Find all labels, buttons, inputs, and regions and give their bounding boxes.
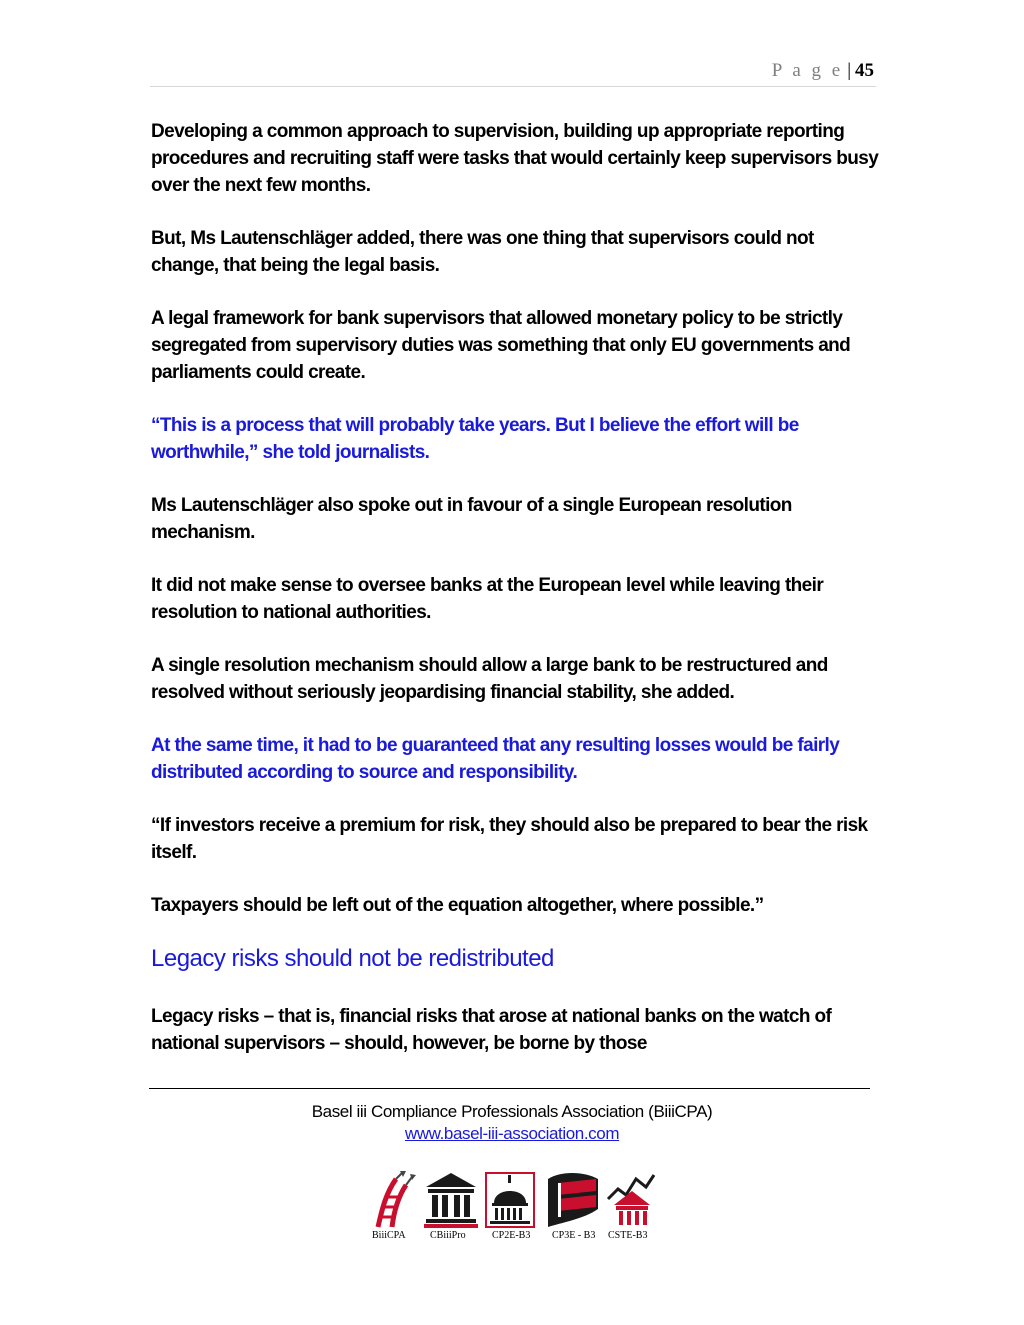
page-header — [150, 58, 876, 87]
section-heading: Legacy risks should not be redistributed — [151, 945, 554, 972]
footer-divider — [149, 1088, 870, 1089]
logo-label-cp3e: CP3E - B3 — [552, 1230, 596, 1241]
bank-building-icon[interactable] — [424, 1171, 478, 1229]
footer-logos — [368, 1165, 658, 1245]
paragraph-3: A legal framework for bank supervisors that allowed monetary policy to be strictly segregated from supervisory duties was something that only EU governments and parliaments could create. — [151, 308, 851, 383]
paragraph-5: Ms Lautenschläger also spoke out in favour of a single European resolution mechanism. — [151, 495, 792, 543]
page-label: P a g e — [771, 60, 844, 81]
paragraph-6: It did not make sense to oversee banks at the European level while leaving their resolution to national authorities. — [151, 575, 824, 623]
bank-flag-icon[interactable] — [544, 1169, 602, 1229]
paragraph-9: “If investors receive a premium for risk, they should also be prepared to bear the risk itself. — [151, 815, 868, 863]
paragraph-11: Legacy risks – that is, financial risks that arose at national banks on the watch of national supervisors – should, however, be borne by those — [151, 1006, 832, 1054]
chart-house-icon[interactable] — [606, 1169, 656, 1229]
capitol-dome-icon[interactable] — [484, 1169, 536, 1229]
document-body — [151, 118, 881, 1083]
paragraph-2: But, Ms Lautenschläger added, there was one thing that supervisors could not change, that being the legal basis. — [151, 228, 814, 276]
paragraph-7: A single resolution mechanism should allow a large bank to be restructured and resolved without seriously jeopardising financial stability, she added. — [151, 655, 828, 703]
footer-organization: Basel iii Compliance Professionals Association (BiiiCPA) — [311, 1102, 713, 1121]
paragraph-1: Developing a common approach to supervision, building up appropriate reporting procedures and recruiting staff were tasks that would certainly keep supervisors busy over the next few months. — [151, 121, 879, 196]
footer-website-link[interactable]: www.basel-iii-association.com — [404, 1124, 620, 1143]
logo-label-cste: CSTE-B3 — [608, 1230, 648, 1241]
logo-label-cbiiipro: CBiiiPro — [430, 1230, 466, 1241]
paragraph-10: Taxpayers should be left out of the equation altogether, where possible.” — [151, 895, 764, 916]
page-number-label — [772, 60, 874, 82]
logo-label-cp2e: CP2E-B3 — [492, 1230, 531, 1241]
ladder-arrow-icon[interactable] — [372, 1169, 418, 1229]
page-number: 45 — [855, 60, 874, 81]
paragraph-4-quote: “This is a process that will probably take years. But I believe the effort will be worthwhile,” she told journalists. — [151, 415, 799, 463]
paragraph-8-highlight: At the same time, it had to be guaranteed that any resulting losses would be fairly distributed according to source and responsibility. — [151, 735, 840, 783]
page-separator: | — [847, 60, 851, 81]
logo-label-biiicpa: BiiiCPA — [372, 1230, 406, 1241]
